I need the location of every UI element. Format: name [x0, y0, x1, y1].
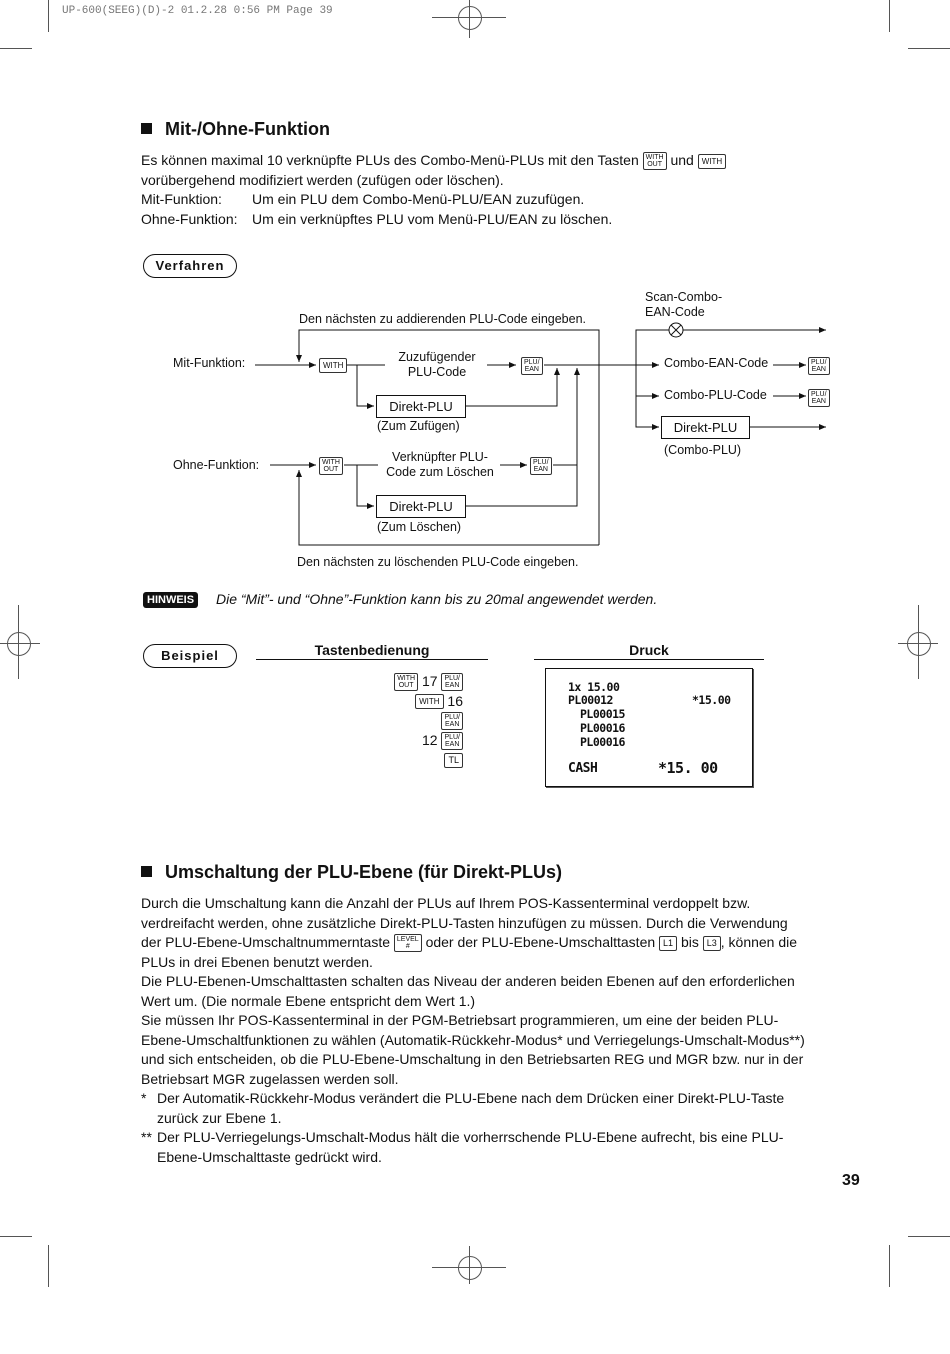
header-rule — [534, 659, 764, 660]
plu-ean-key-icon: PLU/ EAN — [808, 389, 830, 407]
section-title-mit-ohne: Mit-/Ohne-Funktion — [141, 119, 330, 140]
with-key-icon: WITH — [415, 694, 443, 709]
page-number: 39 — [842, 1172, 860, 1189]
with-key-icon: WITH — [698, 154, 726, 169]
with-out-key-icon: WITH OUT — [643, 152, 667, 170]
verknuepfter-plu-label: Verknüpfter PLU- Code zum Löschen — [386, 450, 494, 479]
section1-intro: Es können maximal 10 verknüpfte PLUs des Combo-Menü-PLUs mit den Tasten WITH OUT und WITH vorübergehend modifiziert werden (zufügen oder löschen). Mit-Funktion: Um ein PLU dem Combo-Menü-PLU/EAN zuzufügen. Ohne-Funktion: Um ein verknüpftes PLU vom Menü-PLU/EAN zu löschen. — [141, 151, 841, 229]
direkt-plu-box-combo: Direkt-PLU — [661, 416, 750, 439]
procedure-label: Verfahren — [143, 254, 237, 278]
section-title-plu-level: Umschaltung der PLU-Ebene (für Direkt-PLUs) — [141, 862, 562, 883]
scan-combo-label: Scan-Combo- EAN-Code — [645, 290, 723, 319]
direkt-plu-box-delete: Direkt-PLU — [376, 495, 466, 518]
scan-icon — [669, 323, 683, 337]
combo-plu-paren-label: (Combo-PLU) — [664, 443, 742, 457]
with-out-key-icon: WITH OUT — [319, 457, 343, 475]
next-add-label: Den nächsten zu addierenden PLU-Code eingeben. — [299, 312, 587, 326]
receipt: 1x 15.00 PL00012 *15.00 PL00015 PL00016 PL00016 CASH *15. 00 — [545, 668, 753, 787]
key-sequence: WITH OUT 17 PLU/ EAN WITH 16 PLU/ EAN 12 PLU/ EAN TL — [393, 672, 463, 770]
square-bullet-icon — [141, 866, 152, 877]
example-label: Beispiel — [143, 644, 237, 668]
print-header: Druck — [629, 642, 669, 658]
next-delete-label: Den nächsten zu löschenden PLU-Code eingeben. — [297, 555, 579, 569]
header-rule — [256, 659, 488, 660]
ohne-funktion-label: Ohne-Funktion: — [173, 458, 260, 472]
plu-ean-key-icon: PLU/ EAN — [521, 357, 543, 375]
zum-loeschen-label: (Zum Löschen) — [377, 520, 462, 534]
l3-key-icon: L3 — [703, 936, 721, 951]
zum-zufuegen-label: (Zum Zufügen) — [377, 419, 460, 433]
level-key-icon: LEVEL # — [394, 934, 422, 952]
plu-ean-key-icon: PLU/ EAN — [441, 732, 463, 750]
with-out-key-icon: WITH OUT — [394, 673, 418, 691]
mit-funktion-label: Mit-Funktion: — [173, 356, 246, 370]
key-operation-header: Tastenbedienung — [314, 642, 430, 658]
note-text: Die “Mit”- und “Ohne”-Funktion kann bis zu 20mal angewendet werden. — [216, 591, 658, 607]
section2-body: Durch die Umschaltung kann die Anzahl der PLUs auf Ihrem POS-Kassenterminal verdoppelt bzw. verdreifacht werden, ohne zusätzliche Direkt-PLU-Tasten hinzufügen zu müssen. Durch die Verwendung der PLU-Ebene-Umschaltnummerntaste LEVEL # oder der PLU-Ebene-Umschalttasten L1 bis L3 , können die PLUs in drei Ebenen benutzt werden. Die PLU-Ebenen-Umschalttasten schalten das Niveau der anderen beiden Ebenen auf den erforderlichen Wert um. (Die normale Ebene entspricht dem Wert 1.) Sie müssen Ihr POS-Kassenterminal in der PGM-Betriebsart programmieren, um eine der beiden PLU- Ebene-Umschaltfunktionen zu wählen (Automatik-Rückkehr-Modus* und Verriegelungs-Umschalt-Modus**) und sich entscheiden, ob die PLU-Ebene-Umschaltung in den Betriebsarten REG und MGR bzw. nur in der Betriebsart MGR zugelassen werden soll. * Der Automatik-Rückkehr-Modus verändert die PLU-Ebene nach dem Drücken einer Direkt-PLU-Taste zurück zur Ebene 1. ** Der PLU-Verriegelungs-Umschalt-Modus hält die vorherrschende PLU-Ebene aufrecht, bis eine PLU- Ebene-Umschalttaste gedrückt wird. — [141, 895, 805, 1165]
plu-ean-key-icon: PLU/ EAN — [530, 457, 552, 475]
hinweis-badge: HINWEIS — [143, 592, 198, 608]
direkt-plu-box-add: Direkt-PLU — [376, 395, 466, 418]
page-header: UP-600(SEEG)(D)-2 01.2.28 0:56 PM Page 39 — [62, 5, 333, 17]
l1-key-icon: L1 — [659, 936, 677, 951]
plu-ean-key-icon: PLU/ EAN — [441, 673, 463, 691]
tl-key-icon: TL — [444, 753, 463, 768]
plu-ean-key-icon: PLU/ EAN — [808, 357, 830, 375]
combo-plu-label: Combo-PLU-Code — [664, 388, 767, 402]
zufuegender-plu-label: Zuzufügender PLU-Code — [398, 350, 476, 379]
plu-ean-key-icon: PLU/ EAN — [441, 712, 463, 730]
with-key-icon: WITH — [319, 358, 347, 373]
combo-ean-label: Combo-EAN-Code — [664, 356, 769, 370]
